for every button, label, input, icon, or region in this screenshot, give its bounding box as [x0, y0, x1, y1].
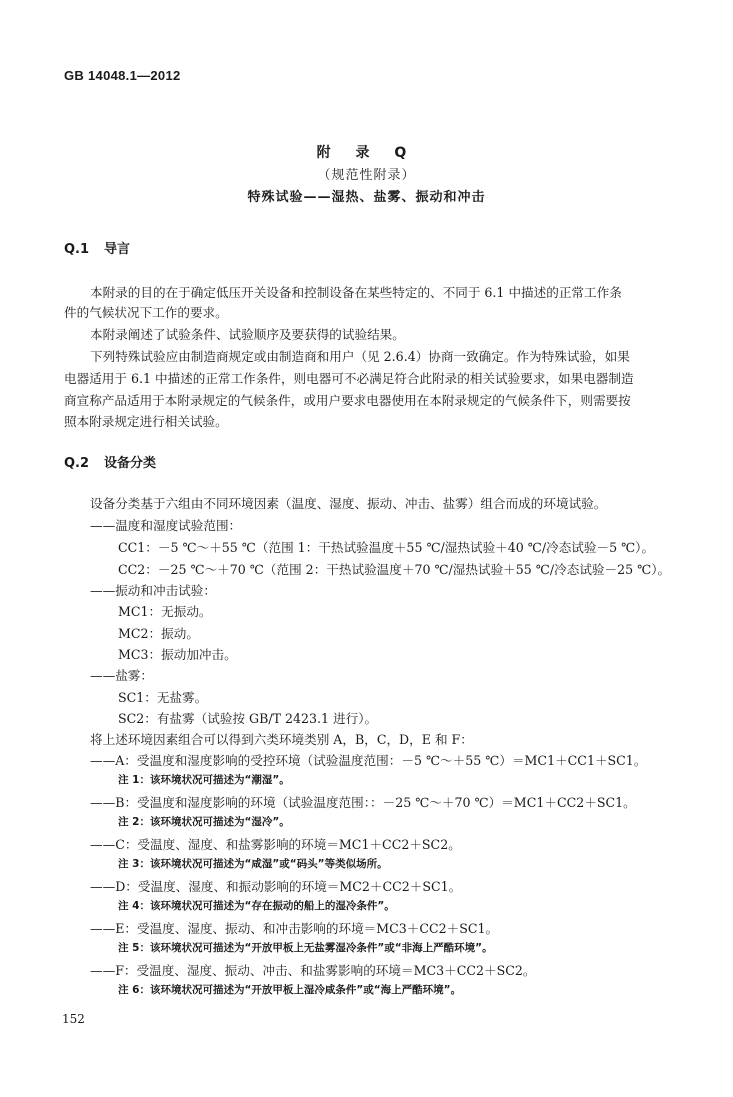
annex-heading: 特殊试验——湿热、盐雾、振动和冲击	[247, 190, 486, 205]
note: 注 3：该环境状况可描述为“咸湿”或“码头”等类似场所。	[118, 858, 388, 870]
section-q1-heading	[64, 238, 130, 257]
list-item: SC1：无盐雾。	[118, 690, 208, 705]
list-item: ——温度和湿度试验范围：	[90, 518, 242, 533]
section-number: Q.2	[64, 456, 90, 471]
paragraph-line: 件的气候状况下工作的要求。	[64, 305, 228, 320]
section-title: 导言	[104, 242, 131, 257]
paragraph-line: 本附录的目的在于确定低压开关设备和控制设备在某些特定的、不同于 6.1 中描述的正常工作条	[90, 285, 622, 300]
paragraph-line: 电器适用于 6.1 中描述的正常工作条件，则电器可不必满足符合此附录的相关试验要求，如果电器制造	[64, 371, 634, 386]
note: 注 2：该环境状况可描述为“湿冷”。	[118, 816, 290, 828]
paragraph-line: 照本附录规定进行相关试验。	[64, 414, 228, 429]
list-item: ——振动和冲击试验：	[90, 583, 216, 598]
list-item: MC2：振动。	[118, 626, 199, 641]
list-item: SC2：有盐雾（试验按 GB/T 2423.1 进行）。	[118, 711, 378, 726]
note: 注 6：该环境状况可描述为“开放甲板上湿冷咸条件”或“海上严酷环境”。	[118, 984, 462, 996]
environment-class-e: ——E：受温度、湿度、振动、和冲击影响的环境＝MC3＋CC2＋SC1。	[90, 921, 499, 936]
note: 注 4：该环境状况可描述为“存在振动的船上的湿冷条件”。	[118, 900, 395, 912]
paragraph-line: 设备分类基于六组由不同环境因素（温度、湿度、振动、冲击、盐雾）组合而成的环境试验。	[90, 496, 607, 511]
page-number: 152	[62, 1012, 85, 1026]
paragraph-line: 本附录阐述了试验条件、试验顺序及要获得的试验结果。	[90, 327, 405, 342]
list-item: CC1：－5 ℃～＋55 ℃（范围 1：干热试验温度＋55 ℃/湿热试验＋40 ℃/冷态试验－5 ℃）。	[118, 540, 655, 555]
note: 注 1：该环境状况可描述为“潮湿”。	[118, 774, 290, 786]
section-number: Q.1	[64, 242, 90, 257]
list-item: ——盐雾：	[90, 668, 153, 683]
environment-class-d: ——D：受温度、湿度、和振动影响的环境＝MC2＋CC2＋SC1。	[90, 879, 462, 894]
environment-class-f: ——F：受温度、湿度、振动、冲击、和盐雾影响的环境＝MC3＋CC2＋SC2。	[90, 963, 536, 978]
environment-class-c: ——C：受温度、湿度、和盐雾影响的环境＝MC1＋CC2＋SC2。	[90, 837, 461, 852]
list-item: MC3：振动加冲击。	[118, 647, 237, 662]
standard-number: GB 14048.1—2012	[64, 68, 181, 83]
environment-class-a: ——A：受温度和湿度影响的受控环境（试验温度范围：－5 ℃～＋55 ℃）＝MC1＋CC1＋SC1。	[90, 753, 647, 768]
paragraph-line: 将上述环境因素组合可以得到六类环境类别 A，B，C，D，E 和 F：	[90, 732, 473, 747]
section-title: 设备分类	[104, 456, 157, 471]
paragraph-line: 下列特殊试验应由制造商规定或由制造商和用户（见 2.6.4）协商一致确定。作为特殊试验，如果	[90, 349, 630, 364]
paragraph-line: 商宣称产品适用于本附录规定的气候条件，或用户要求电器使用在本附录规定的气候条件下，则需要按	[64, 393, 631, 408]
list-item: CC2：－25 ℃～＋70 ℃（范围 2：干热试验温度＋70 ℃/湿热试验＋55 ℃/冷态试验－25 ℃）。	[118, 562, 671, 577]
annex-type: （规范性附录）	[317, 168, 416, 183]
section-q2-heading	[64, 452, 156, 471]
annex-title: 附 录 Q	[316, 145, 417, 161]
list-item: MC1：无振动。	[118, 604, 212, 619]
environment-class-b: ——B：受温度和湿度影响的环境（试验温度范围：：－25 ℃～＋70 ℃）＝MC1＋CC2＋SC1。	[90, 795, 636, 810]
note: 注 5：该环境状况可描述为“开放甲板上无盐雾湿冷条件”或“非海上严酷环境”。	[118, 942, 493, 954]
